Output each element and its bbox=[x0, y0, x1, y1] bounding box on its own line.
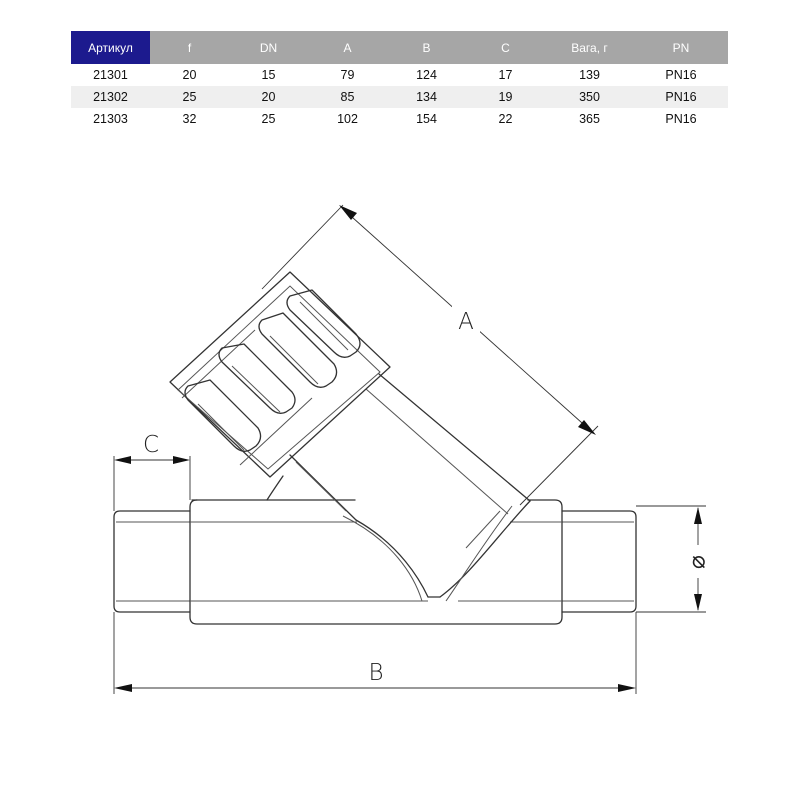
cell-pn: PN16 bbox=[665, 112, 697, 126]
header-c: C bbox=[466, 31, 545, 64]
dimension-diameter bbox=[636, 506, 711, 612]
cell-weight: 365 bbox=[579, 112, 600, 126]
cell-dn: 15 bbox=[261, 68, 276, 82]
cell-article: 21301 bbox=[93, 68, 128, 82]
dimension-diameter-arrow-bottom bbox=[694, 594, 702, 611]
header-b: B bbox=[387, 31, 466, 64]
hex-cap bbox=[170, 272, 390, 477]
cell-c: 17 bbox=[498, 68, 513, 82]
header-dn: DN bbox=[229, 31, 308, 64]
cell-f: 20 bbox=[182, 68, 197, 82]
central-body bbox=[190, 500, 562, 624]
cell-c: 22 bbox=[498, 112, 513, 126]
dimension-a bbox=[262, 205, 598, 505]
cell-article: 21302 bbox=[71, 86, 150, 108]
right-pipe-end bbox=[562, 511, 636, 612]
dimension-a-label: A bbox=[458, 309, 474, 335]
cell-a: 102 bbox=[337, 112, 358, 126]
dimension-diameter-arrow-top bbox=[694, 507, 702, 524]
dimension-b-arrow-end bbox=[618, 684, 636, 692]
dimension-b-arrow-start bbox=[114, 684, 132, 692]
cell-b: 154 bbox=[416, 112, 437, 126]
dimension-c-label: C bbox=[142, 432, 160, 458]
strainer-branch bbox=[267, 374, 530, 601]
cell-a: 79 bbox=[340, 68, 355, 82]
cell-f: 25 bbox=[150, 86, 229, 108]
cell-pn: PN16 bbox=[634, 86, 728, 108]
strainer-body bbox=[114, 272, 636, 624]
cell-b: 124 bbox=[416, 68, 437, 82]
header-pn: PN bbox=[634, 31, 728, 64]
cell-weight: 139 bbox=[579, 68, 600, 82]
cell-f: 32 bbox=[182, 112, 197, 126]
dimension-c bbox=[114, 432, 190, 511]
cell-pn: PN16 bbox=[665, 68, 697, 82]
dimension-diameter-label: ⌀ bbox=[684, 555, 711, 569]
header-weight: Вага, г bbox=[545, 31, 634, 64]
cell-article: 21303 bbox=[93, 112, 128, 126]
header-article: Артикул bbox=[71, 31, 150, 64]
cell-dn: 25 bbox=[261, 112, 276, 126]
cell-c: 19 bbox=[466, 86, 545, 108]
header-f: f bbox=[150, 31, 229, 64]
cell-weight: 350 bbox=[545, 86, 634, 108]
cell-a: 85 bbox=[308, 86, 387, 108]
dimension-b-label: B bbox=[368, 660, 384, 686]
cell-b: 134 bbox=[387, 86, 466, 108]
dimension-a-arrow-start bbox=[339, 205, 357, 220]
cell-dn: 20 bbox=[229, 86, 308, 108]
left-pipe-end bbox=[114, 511, 190, 612]
dimension-c-arrow-end bbox=[173, 456, 190, 464]
dimension-c-arrow-start bbox=[114, 456, 131, 464]
header-a: A bbox=[308, 31, 387, 64]
